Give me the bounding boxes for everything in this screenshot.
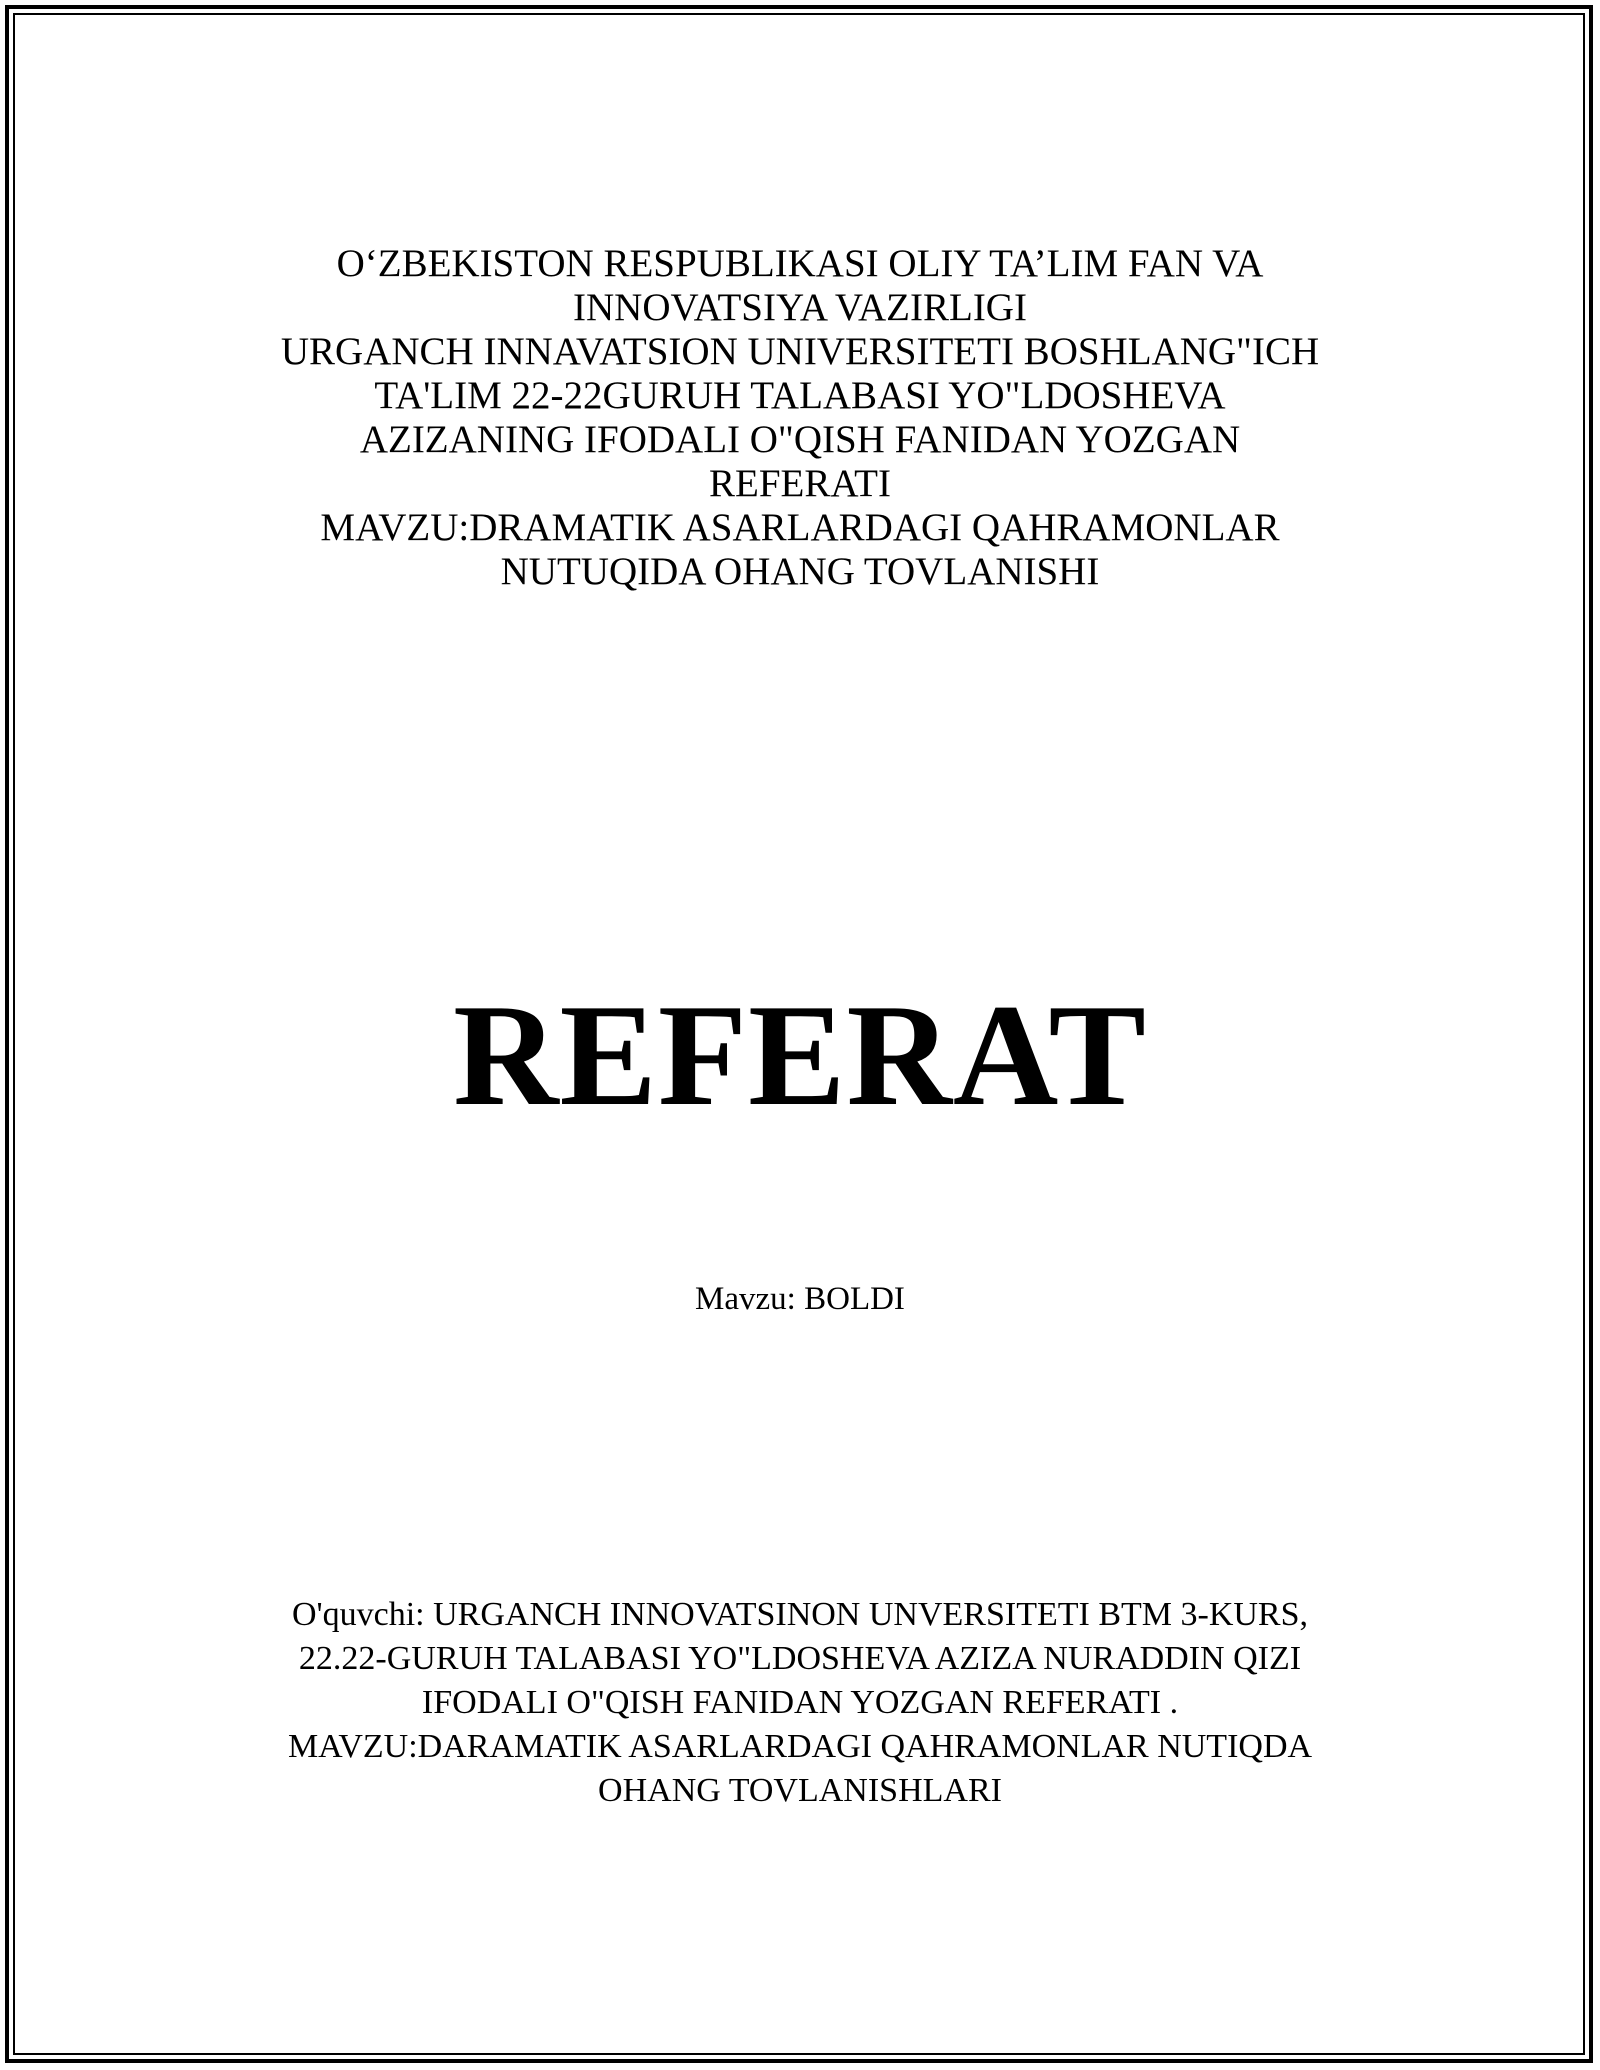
- header-line: REFERATI: [708, 462, 891, 505]
- header-line: MAVZU:DRAMATIK ASARLARDAGI QAHRAMONLAR: [320, 506, 1280, 549]
- topic-line: Mavzu: BOLDI: [695, 1281, 905, 1317]
- header-line: URGANCH INNAVATSION UNIVERSITETI BOSHLANG"ICH: [280, 330, 1320, 373]
- student-info-line: OHANG TOVLANISHLARI: [598, 1772, 1002, 1809]
- student-info-line: 22.22-GURUH TALABASI YO"LDOSHEVA AZIZA NURADDIN QIZI: [298, 1640, 1302, 1677]
- header-line: INNOVATSIYA VAZIRLIGI: [573, 286, 1027, 329]
- header-line: AZIZANING IFODALI O"QISH FANIDAN YOZGAN: [359, 418, 1241, 461]
- student-info-line: MAVZU:DARAMATIK ASARLARDAGI QAHRAMONLAR NUTIQDA: [287, 1728, 1313, 1765]
- header-line: O‘ZBEKISTON RESPUBLIKASI OLIY TA’LIM FAN VA: [336, 242, 1264, 285]
- header-line: TA'LIM 22-22GURUH TALABASI YO"LDOSHEVA: [374, 374, 1226, 417]
- student-info-line: O'quvchi: URGANCH INNOVATSINON UNVERSITETI BTM 3-KURS,: [291, 1596, 1309, 1633]
- header-line: NUTUQIDA OHANG TOVLANISHI: [500, 550, 1100, 593]
- institution-header: [0, 242, 1600, 594]
- student-info-line: IFODALI O"QISH FANIDAN YOZGAN REFERATI .: [421, 1684, 1179, 1721]
- student-info: [0, 1593, 1600, 1813]
- document-title: REFERAT: [453, 974, 1147, 1136]
